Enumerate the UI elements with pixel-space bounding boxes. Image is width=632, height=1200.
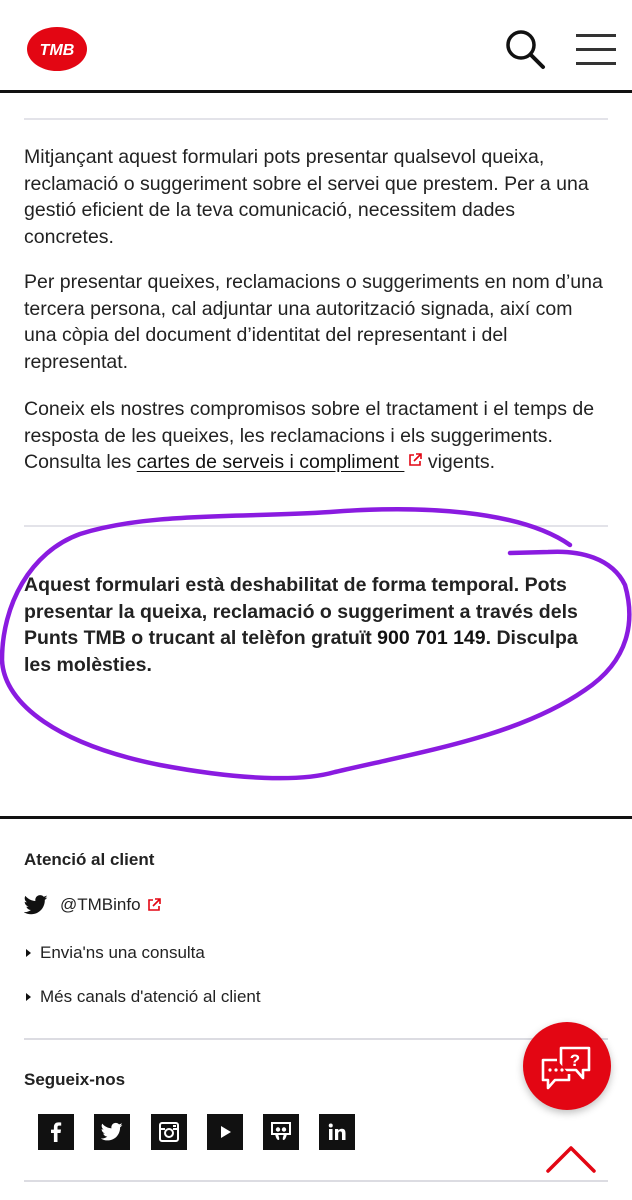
service-charters-link-label[interactable]: cartes de serveis i compliment — [136, 451, 405, 473]
intro-paragraph-3 — [24, 396, 608, 476]
customer-service-heading: Atenció al client — [24, 850, 155, 869]
intro-paragraph-1: Mitjançant aquest formulari pots presentar qualsevol queixa, reclamació o suggeriment sobre el servei que prestem. Per a una gestió eficient de la teva comunicació, necessitem dades concretes. — [24, 146, 589, 248]
twitter-bird-icon — [24, 895, 48, 915]
instagram-icon[interactable] — [151, 1114, 187, 1150]
footer-divider — [24, 1038, 608, 1040]
linkedin-icon[interactable] — [319, 1114, 355, 1150]
external-link-icon — [408, 453, 422, 467]
tmb-logo[interactable] — [26, 26, 88, 72]
caret-right-icon — [24, 992, 32, 1002]
slideshare-icon[interactable] — [263, 1114, 299, 1150]
back-to-top-chevron-icon[interactable] — [545, 1143, 597, 1175]
more-channels-link[interactable] — [24, 987, 261, 1007]
more-channels-label[interactable]: Més canals d'atenció al client — [40, 987, 261, 1006]
help-glyph: ? — [569, 1051, 581, 1070]
hamburger-menu-icon[interactable] — [576, 33, 616, 67]
youtube-icon[interactable] — [207, 1114, 243, 1150]
logo-text: TMB — [39, 42, 75, 59]
notice-text: Aquest formulari està deshabilitat de forma temporal. Pots presentar la queixa, reclamació o suggeriment a través dels Punts TMB o trucant al telèfon gratuït — [24, 574, 578, 649]
notice-text-end: . Disculpa les molèsties. — [24, 627, 578, 676]
site-header — [0, 0, 632, 93]
send-query-label[interactable]: Envia'ns una consulta — [40, 943, 205, 962]
twitter-handle[interactable]: @TMBinfo — [60, 895, 141, 914]
chat-help-icon — [539, 1040, 595, 1092]
intro-paragraph-2: Per presentar queixes, reclamacions o suggeriments en nom d’una tercera persona, cal adjuntar una autorització signada, així com una còpia del document d’identitat del representant i del representat. — [24, 271, 603, 373]
search-icon[interactable] — [502, 26, 548, 72]
external-link-icon — [147, 898, 161, 912]
twitter-account-link[interactable] — [24, 893, 161, 917]
service-charters-link[interactable] — [137, 451, 423, 473]
intro-p3-text: Coneix els nostres compromisos sobre el tractament i el temps de resposta de les queixes, les reclamacions i els suggeriments. Consulta les — [24, 398, 595, 473]
divider — [24, 118, 608, 120]
footer-divider — [0, 816, 632, 819]
intro-p3-end: vigents. — [422, 451, 496, 473]
twitter-icon[interactable] — [94, 1114, 130, 1150]
help-chat-button[interactable] — [523, 1022, 611, 1110]
follow-us-heading: Segueix-nos — [24, 1070, 126, 1089]
facebook-icon[interactable] — [38, 1114, 74, 1150]
phone-number-link[interactable]: 900 701 149 — [377, 627, 486, 649]
send-query-link[interactable] — [24, 943, 205, 963]
footer-divider — [24, 1180, 608, 1182]
divider — [24, 525, 608, 527]
caret-right-icon — [24, 948, 32, 958]
disabled-form-notice — [24, 572, 608, 678]
